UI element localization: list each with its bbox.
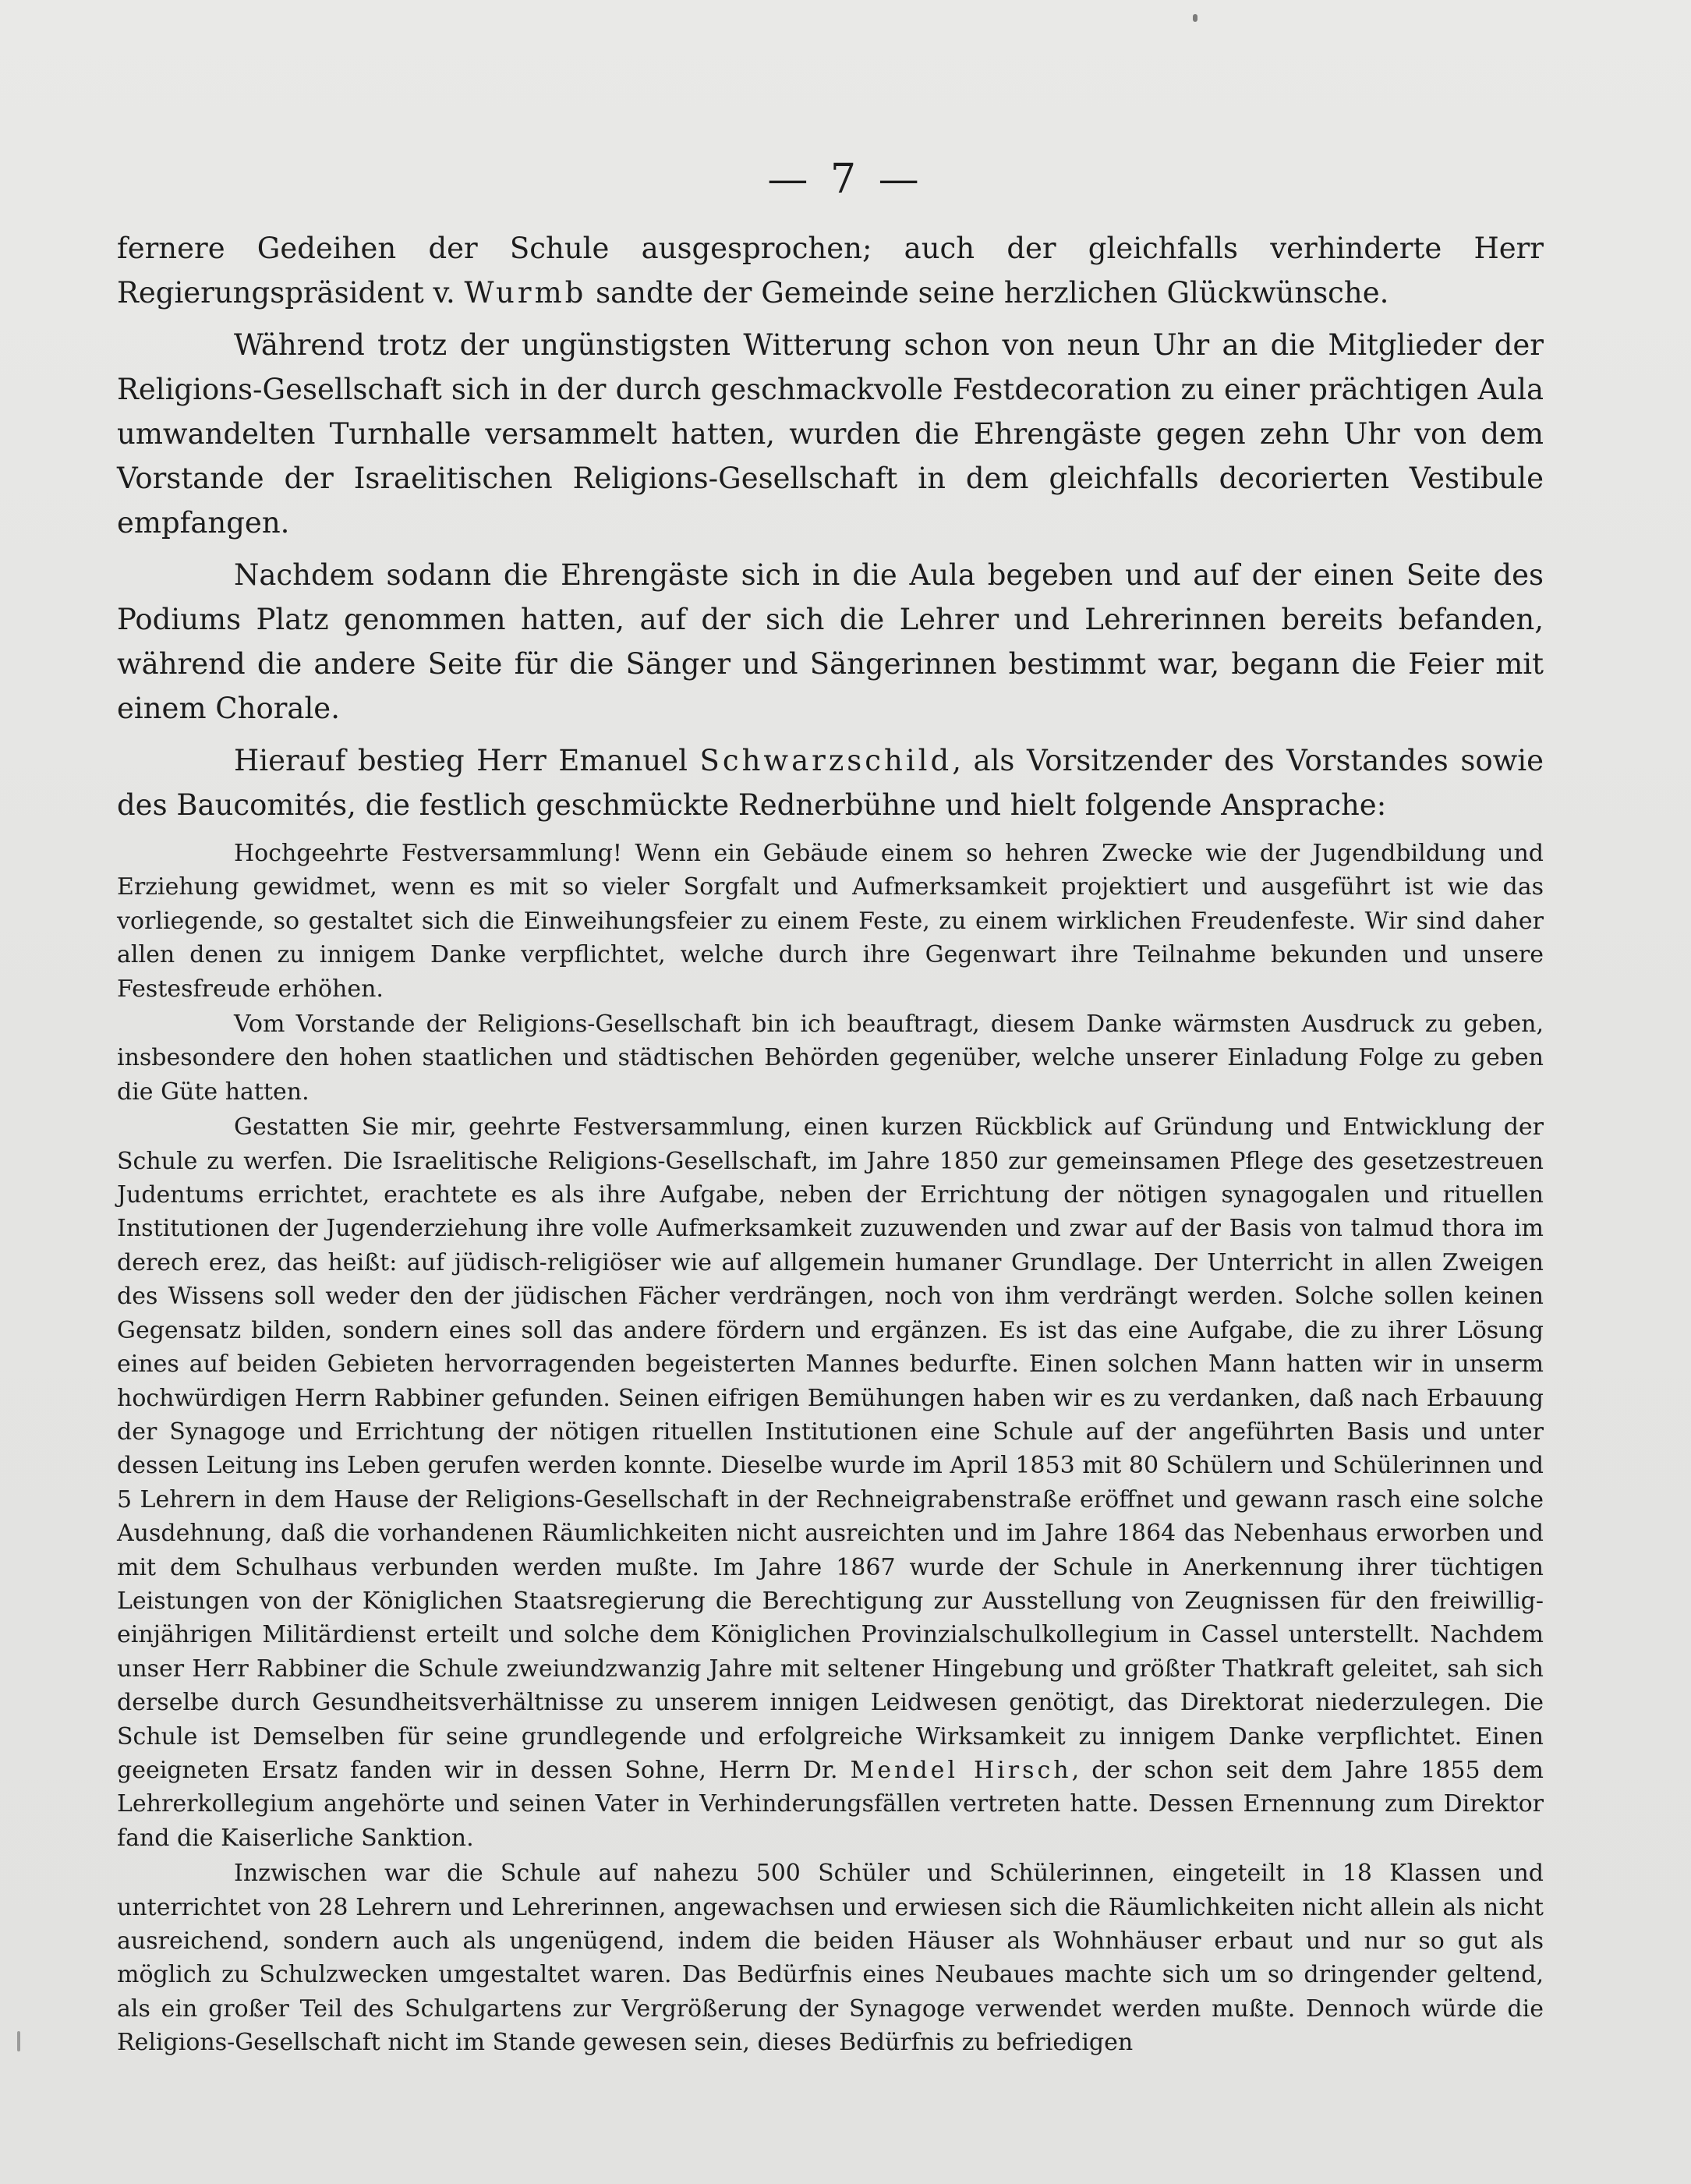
paper-speck (1193, 14, 1197, 22)
emphasized-name: Wurmb (464, 276, 587, 310)
speech-paragraph: Vom Vorstande der Religions-Gesellschaft bin ich beauftragt, diesem Danke wärmsten Ausdruck zu geben, insbesondere den hohen staatlichen und städtischen Behörden gegenüber, welche unserer Einladung Folge zu geben die Güte hatten. (117, 1011, 1544, 1106)
paragraph: Während trotz der ungünstigsten Witterung schon von neun Uhr an die Mitglieder der Religions-Gesellschaft sich in der durch geschmackvolle Festdecoration zu einer prächtigen Aula umwandelten Turnhalle versammelt hatten, wurden die Ehrengäste gegen zehn Uhr von dem Vorstande der Israelitischen Religions-Gesellschaft in dem gleichfalls decorierten Vestibule empfangen. (117, 328, 1544, 540)
paragraph: fernere Gedeihen der Schule ausgesprochen; auch der gleichfalls verhinderte Herr Regierungspräsident v. Wurmb sandte der Gemeinde seine herzlichen Glückwünsche. (117, 232, 1544, 310)
emphasized-name: Schwarzschild (699, 744, 953, 777)
speech-paragraph: Inzwischen war die Schule auf nahezu 500 Schüler und Schülerinnen, eingeteilt in 18 Klassen und unterrichtet von 28 Lehrern und Lehrerinnen, angewachsen und erwiesen sich die Räumlichkeiten nicht allein als nicht ausreichend, sondern auch als ungenügend, indem die beiden Häuser als Wohnhäuser erbaut und nur so gut als möglich zu Schulzwecken umgestaltet waren. Das Bedürfnis eines Neubaues machte sich um so dringender geltend, als ein großer Teil des Schulgartens zur Vergrößerung der Synagoge verwendet werden mußte. Dennoch würde die Religions-Gesellschaft nicht im Stande gewesen sein, dieses Bedürfnis zu befriedigen (117, 1860, 1544, 2057)
emphasized-name: Mendel Hirsch (850, 1756, 1072, 1784)
paper-speck (17, 2031, 20, 2051)
page-body (117, 226, 1544, 2062)
page-number: — 7 — (767, 156, 924, 203)
speech-block (117, 837, 1544, 2060)
speech-paragraph: Hochgeehrte Festversammlung! Wenn ein Gebäude einem so hehren Zwecke wie der Jugendbildung und Erziehung gewidmet, wenn es mit so vieler Sorgfalt und Aufmerksamkeit projektiert und ausgeführt ist wie das vorliegende, so gestaltet sich die Einweihungsfeier zu einem Feste, zu einem wirklichen Freudenfeste. Wir sind daher allen denen zu innigem Danke verpflichtet, welche durch ihre Gegenwart ihre Teilnahme bekunden und unsere Festesfreude erhöhen. (117, 840, 1544, 1003)
speech-paragraph: Gestatten Sie mir, geehrte Festversammlung, einen kurzen Rückblick auf Gründung und Entwicklung der Schule zu werfen. Die Israelitische Religions-Gesellschaft, im Jahre 1850 zur gemeinsamen Pflege des gesetzestreuen Judentums errichtet, erachtete es als ihre Aufgabe, neben der Errichtung der nötigen synagogalen und rituellen Institutionen der Jugenderziehung ihre volle Aufmerksamkeit zuzuwenden und zwar auf der Basis von talmud thora im derech erez, das heißt: auf jüdisch-religiöser wie auf allgemein humaner Grundlage. Der Unterricht in allen Zweigen des Wissens soll weder den der jüdischen Fächer verdrängen, noch von ihm verdrängt werden. Solche sollen keinen Gegensatz bilden, sondern eines soll das andere fördern und ergänzen. Es ist das eine Aufgabe, die zu ihrer Lösung eines auf beiden Gebieten hervorragenden begeisterten Mannes bedurfte. Einen solchen Mann hatten wir in unserm hochwürdigen Herrn Rabbiner gefunden. Seinen eifrigen Bemühungen haben wir es zu verdanken, daß nach Erbauung der Synagoge und Errichtung der nötigen rituellen Institutionen eine Schule auf der angeführten Basis und unter dessen Leitung ins Leben gerufen werden konnte. Dieselbe wurde im April 1853 mit 80 Schülern und Schülerinnen und 5 Lehrern in dem Hause der Religions-Gesellschaft in der Rechneigrabenstraße eröffnet und gewann rasch eine solche Ausdehnung, daß die vorhandenen Räumlichkeiten nicht ausreichten und im Jahre 1864 das Nebenhaus erworben und mit dem Schulhaus verbunden werden mußte. Im Jahre 1867 wurde der Schule in Anerkennung ihrer tüchtigen Leistungen von der Königlichen Staatsregierung die Berechtigung zur Ausstellung von Zeugnissen für den freiwillig-einjährigen Militärdienst erteilt und solche dem Königlichen Provinzialschulkollegium in Cassel unterstellt. Nachdem unser Herr Rabbiner die Schule zweiundzwanzig Jahre mit seltener Hingebung und größter Thatkraft geleitet, sah sich derselbe durch Gesundheitsverhältnisse zu unserem innigen Leidwesen genötigt, das Direktorat niederzulegen. Die Schule ist Demselben für seine grundlegende und erfolgreiche Wirksamkeit zu innigem Danke verpflichtet. Einen geeigneten Ersatz fanden wir in dessen Sohne, Herrn Dr. Mendel Hirsch, der schon seit dem Jahre 1855 dem Lehrerkollegium angehörte und seinen Vater in Verhinderungsfällen vertreten hatte. Dessen Ernennung zum Direktor fand die Kaiserliche Sanktion. (117, 1113, 1544, 1852)
paragraph: Hierauf bestieg Herr Emanuel Schwarzschild, als Vorsitzender des Vorstandes sowie des Baucomités, die festlich geschmückte Rednerbühne und hielt folgende Ansprache: (117, 744, 1544, 822)
paragraph: Nachdem sodann die Ehrengäste sich in die Aula begeben und auf der einen Seite des Podiums Platz genommen hatten, auf der sich die Lehrer und Lehrerinnen bereits befanden, während die andere Seite für die Sänger und Sängerinnen bestimmt war, begann die Feier mit einem Chorale. (117, 558, 1544, 725)
